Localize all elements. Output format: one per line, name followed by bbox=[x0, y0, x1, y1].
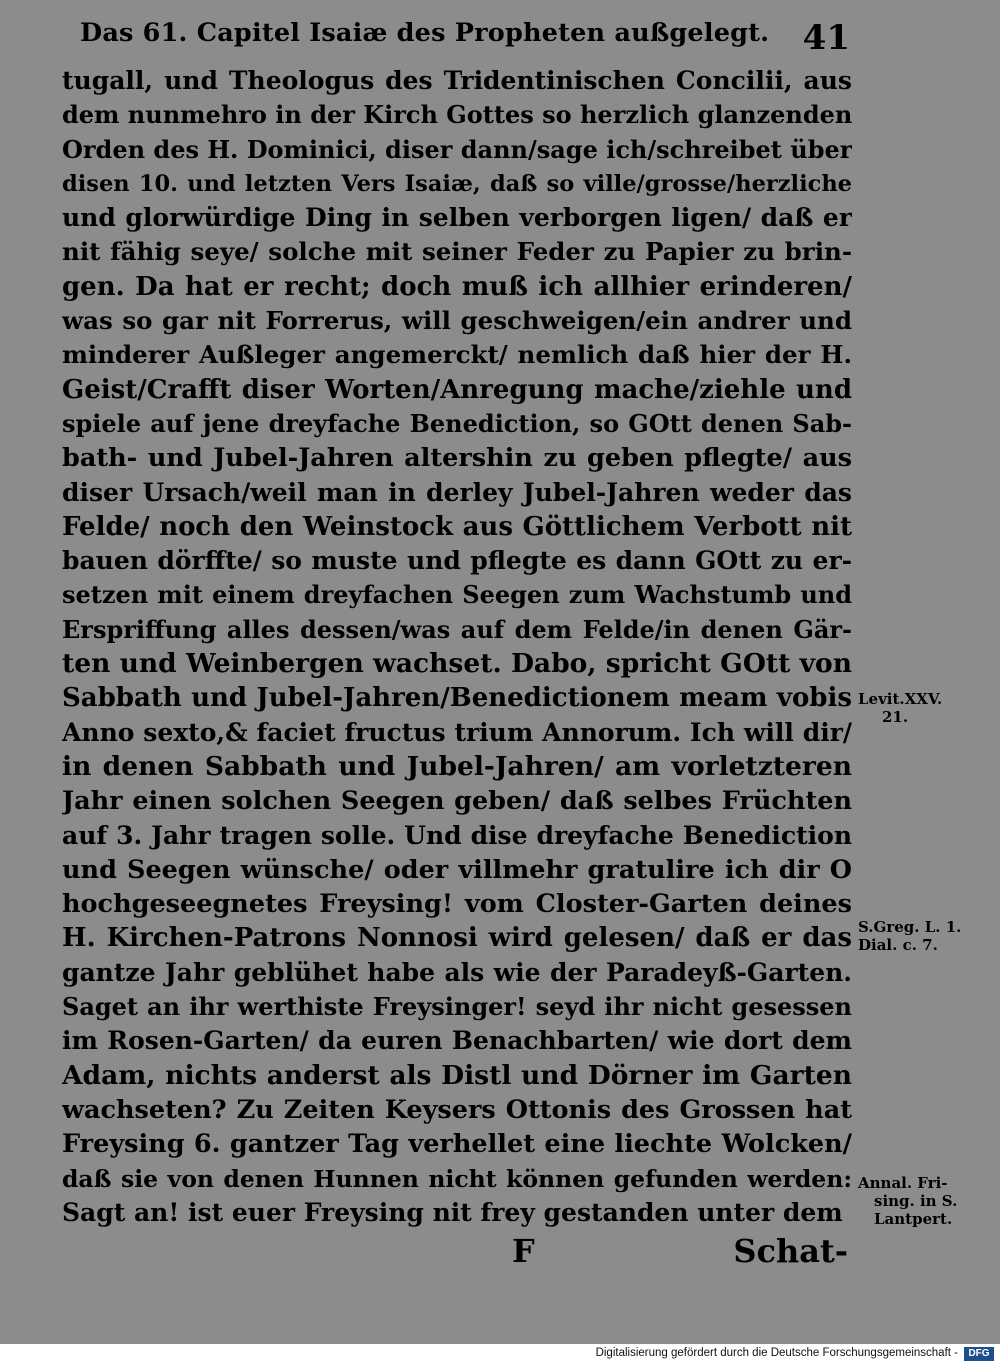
text-line: spiele auf jene dreyfache Benediction, so GOtt denen Sab- bbox=[62, 408, 852, 438]
text-line: setzen mit einem dreyfachen Seegen zum Wachstumb und bbox=[62, 580, 852, 610]
text-line: daß sie von denen Hunnen nicht können gefunden werden: bbox=[62, 1164, 852, 1193]
text-line: im Rosen-Garten/ da euren Benachbarten/ wie dort dem bbox=[62, 1026, 852, 1056]
text-line: ten und Weinbergen wachset. Dabo, spricht GOtt von bbox=[62, 648, 852, 680]
margin-note-line: S.Greg. L. 1. bbox=[858, 918, 962, 936]
page-number: 41 bbox=[802, 18, 850, 58]
margin-note-line: Levit.XXV. bbox=[858, 690, 943, 708]
margin-note-line: Annal. Fri- bbox=[858, 1174, 948, 1192]
text-line: in denen Sabbath und Jubel-Jahren/ am vorletzteren bbox=[62, 750, 852, 782]
dfg-logo: DFG bbox=[964, 1347, 994, 1361]
text-line: Sabbath und Jubel-Jahren/Benedictionem meam vobis bbox=[62, 683, 852, 714]
text-line: wachseten? Zu Zeiten Keysers Ottonis des Grossen hat bbox=[62, 1094, 852, 1125]
margin-note-annal bbox=[858, 1174, 998, 1228]
text-line: gen. Da hat er recht; doch muß ich allhier erinderen/ bbox=[62, 271, 852, 302]
text-line: minderer Außleger angemerckt/ nemlich daß hier der H. bbox=[62, 340, 852, 370]
margin-note-line: Lantpert. bbox=[874, 1210, 953, 1228]
margin-note-levit bbox=[858, 690, 998, 726]
text-line: dem nunmehro in der Kirch Gottes so herzlich glanzenden bbox=[62, 100, 852, 130]
text-line: tugall, und Theologus des Tridentinischen Concilii, aus bbox=[62, 66, 852, 95]
running-title: Das 61. Capitel Isaiæ des Propheten außgelegt. bbox=[80, 18, 770, 48]
text-line: Felde/ noch den Weinstock aus Göttlichem Verbott nit bbox=[62, 511, 852, 542]
signature-mark: F bbox=[512, 1232, 535, 1270]
text-line: gantze Jahr geblühet habe als wie der Paradeyß-Garten. bbox=[62, 957, 852, 987]
text-line: Saget an ihr werthiste Freysinger! seyd ihr nicht gesessen bbox=[62, 992, 852, 1022]
text-line: H. Kirchen-Patrons Nonnosi wird gelesen/ daß er das bbox=[62, 923, 852, 954]
text-line: und Seegen wünsche/ oder villmehr gratulire ich dir O bbox=[62, 854, 852, 885]
margin-note-greg bbox=[858, 918, 998, 954]
text-line: und glorwürdige Ding in selben verborgen ligen/ daß er bbox=[62, 203, 852, 233]
body-text bbox=[62, 64, 852, 1230]
text-line: auf 3. Jahr tragen solle. Und dise dreyfache Benediction bbox=[62, 820, 852, 850]
text-line: bauen dörffte/ so muste und pflegte es dann GOtt zu er- bbox=[62, 546, 852, 576]
text-line: bath- und Jubel-Jahren altershin zu geben pflegte/ aus bbox=[62, 443, 852, 474]
margin-note-line: Dial. c. 7. bbox=[858, 936, 938, 954]
text-line: Freysing 6. gantzer Tag verhellet eine liechte Wolcken/ bbox=[62, 1129, 852, 1160]
text-line: Anno sexto,& faciet fructus trium Annorum. Ich will dir/ bbox=[62, 717, 852, 747]
text-line: Adam, nichts anderst als Distl und Dörner im Garten bbox=[62, 1059, 852, 1091]
text-line: disen 10. und letzten Vers Isaiæ, daß so ville/grosse/herzliche bbox=[62, 170, 852, 197]
funding-credit: Digitalisierung gefördert durch die Deutsche Forschungsgemeinschaft - bbox=[595, 1347, 958, 1359]
text-line: Jahr einen solchen Seegen geben/ daß selbes Früchten bbox=[62, 786, 852, 817]
text-line: was so gar nit Forrerus, will geschweigen/ein andrer und bbox=[62, 306, 852, 336]
catchword: Schat- bbox=[733, 1232, 848, 1270]
text-line: diser Ursach/weil man in derley Jubel-Jahren weder das bbox=[62, 477, 852, 507]
text-line: Orden des H. Dominici, diser dann/sage ich/schreibet über bbox=[62, 134, 852, 164]
margin-note-line: 21. bbox=[882, 708, 909, 726]
text-line: hochgeseegnetes Freysing! vom Closter-Garten deines bbox=[62, 889, 852, 920]
page-header bbox=[80, 18, 850, 68]
text-line: nit fähig seye/ solche mit seiner Feder zu Papier zu brin- bbox=[62, 237, 852, 267]
text-line: Erspriffung alles dessen/was auf dem Felde/in denen Gär- bbox=[62, 614, 852, 644]
text-line: Geist/Crafft diser Worten/Anregung mache/ziehle und bbox=[62, 374, 852, 405]
digitization-footer bbox=[0, 1344, 1000, 1365]
margin-note-line: sing. in S. bbox=[874, 1192, 958, 1210]
text-line: Sagt an! ist euer Freysing nit frey gestanden unter dem bbox=[62, 1197, 843, 1227]
